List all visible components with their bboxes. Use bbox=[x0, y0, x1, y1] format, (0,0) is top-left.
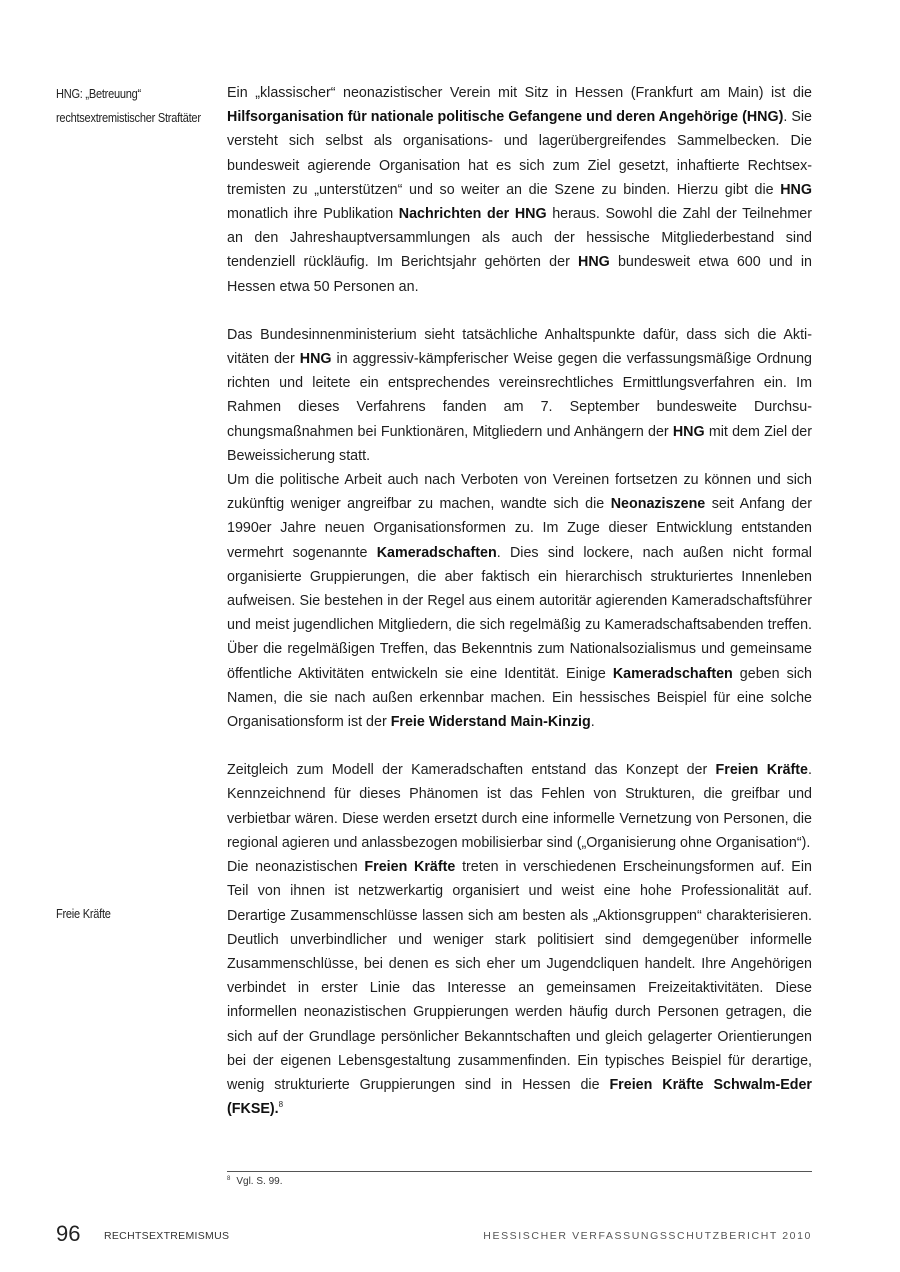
footnote-text: Vgl. S. 99. bbox=[236, 1176, 283, 1187]
bold-term: HNG bbox=[780, 181, 812, 198]
body-text bbox=[227, 81, 812, 1121]
margin-note-hng-line2: rechtsextremistischer Straftäter bbox=[56, 110, 201, 125]
bold-term: Freien Kräfte bbox=[364, 859, 456, 876]
margin-note-freie-kraefte: Freie Kräfte bbox=[56, 906, 111, 921]
bold-term: Neonaziszene bbox=[610, 496, 706, 513]
running-report-title: HESSISCHER VERFASSUNGSSCHUTZBERICHT 2010 bbox=[483, 1230, 812, 1242]
bold-term: HNG bbox=[578, 254, 610, 271]
bold-term: Hilfsorganisation für nationale politische Gefangene und deren Angehörige (HNG) bbox=[227, 109, 784, 126]
bold-term: Kameradschaften bbox=[376, 544, 497, 561]
running-section-title: RECHTSEXTREMISMUS bbox=[104, 1230, 230, 1242]
footnote-number: 8 bbox=[227, 1176, 231, 1182]
bold-term: Freie Widerstand Main-Kinzig bbox=[390, 714, 591, 731]
paragraph-freie-kraefte-concept: Zeitgleich zum Modell der Kameradschaften entstand das Konzept der Freien Kräfte. Kennzeichnend für dieses Phänomen ist das Fehlen von Strukturen, die greifbar und verbietbar wären. Diese werden ersetzt durch eine informelle Vernetzung von Personen, die regional agieren und anlassbezogen mobilisierbar sind („Organisierung ohne Organisation“). bbox=[227, 762, 812, 851]
bold-term: Kameradschaften bbox=[612, 665, 733, 682]
bold-term: Freien Kräfte Schwalm-Eder (FKSE). bbox=[227, 1076, 812, 1118]
bold-term: Freien Kräfte bbox=[715, 762, 809, 779]
bold-term: HNG bbox=[299, 351, 332, 368]
paragraph-hng-intro: Ein „klassischer“ neonazistischer Verein mit Sitz in Hessen (Frankfurt am Main) ist die Hilfsorganisation für nationale politische Gefangene und deren Angehörige (HNG). Sie versteht sich selbst als organisations- und lagerübergreifendes Sammelbecken. Die bundesweit agierende Organisation hat es sich zum Ziel gesetzt, inhaftierte Rechtsextremisten zu „unterstützen“ und so weiter an die Szene zu binden. Hierzu gibt die HNG monatlich ihre Publikation Nachrichten der HNG heraus. Sowohl die Zahl der Teilnehmer an den Jahreshauptversammlungen als auch der hessische Mitgliederbestand sind tendenziell rückläufig. Im Berichtsjahr gehörten der HNG bundesweit etwa 600 und in Hessen etwa 50 Personen an. bbox=[227, 85, 812, 295]
margin-note-hng bbox=[56, 82, 201, 130]
page-number: 96 bbox=[56, 1221, 81, 1246]
paragraph-freie-kraefte-forms: Die neonazistischen Freien Kräfte treten in verschiedenen Erscheinungsformen auf. Ein Teil von ihnen ist netzwerkartig organisiert und weist eine hohe Professionalität auf. Derartige Zusammenschlüsse lassen sich am besten als „Aktionsgruppen“ charakterisieren. Deutlich unverbindlicher und weniger stark politisiert sind demgegenüber informelle Zusammenschlüsse, bei denen es sich eher um Jugendcliquen handelt. Ihre Angehörigen verbindet in erster Linie das Interesse an gemeinsamen Freizeitaktivitäten. Diese informellen neonazistischen Gruppierungen werden häufig durch Personen getragen, die sich auf der Grundlage persönlicher Bekanntschaften und gleich gelagerter Orientierungen bei der eigenen Lebensgestaltung zusammenfinden. Ein typisches Beispiel für derartige, wenig strukturierte Gruppierungen sind in Hessen die Freien Kräfte Schwalm-Eder (FKSE).$^8$ bbox=[227, 859, 812, 1118]
footnote-divider bbox=[227, 1171, 812, 1172]
bold-term: Nachrichten der HNG bbox=[398, 206, 547, 223]
paragraph-hng-investigation: Das Bundesinnenministerium sieht tatsächliche Anhaltspunkte dafür, dass sich die Aktivitäten der HNG in aggressiv-kämpferischer Weise gegen die verfassungsmäßige Ordnung richten und leitete ein entsprechendes vereinsrechtliches Ermittlungsverfahren ein. Im Rahmen dieses Verfahrens fanden am 7. September bundesweite Durchsuchungsmaßnahmen bei Funktionären, Mitgliedern und Anhängern der HNG mit dem Ziel der Beweissicherung statt. bbox=[227, 326, 812, 464]
footnote-reference[interactable]: 8 bbox=[278, 1100, 284, 1110]
bold-term: HNG bbox=[672, 423, 705, 440]
margin-note-hng-line1: HNG: „Betreuung“ bbox=[56, 86, 141, 101]
footnote bbox=[227, 1175, 282, 1189]
paragraph-kameradschaften: Um die politische Arbeit auch nach Verboten von Vereinen fortsetzen zu können und sich zukünftig weniger angreifbar zu machen, wandte sich die Neonaziszene seit Anfang der 1990er Jahre neuen Organisationsformen zu. Im Zuge dieser Entwicklung entstanden vermehrt sogenannte Kameradschaften. Dies sind lockere, nach außen nicht formal organisierte Gruppierungen, die aber faktisch ein hierarchisch strukturiertes Innenleben aufweisen. Sie bestehen in der Regel aus einem autoritär agierenden Kameradschaftsführer und meist jugendlichen Mitgliedern, die sich regelmäßig zu Kameradschaftsabenden treffen. Über die regelmäßigen Treffen, das Bekenntnis zum Nationalsozialismus und gemeinsame öffentliche Aktivitäten entwickeln sie eine Identität. Einige Kameradschaften geben sich Namen, die sie nach außen erkennbar machen. Ein hessisches Beispiel für eine solche Organisationsform ist der Freie Widerstand Main-Kinzig. bbox=[227, 472, 813, 731]
